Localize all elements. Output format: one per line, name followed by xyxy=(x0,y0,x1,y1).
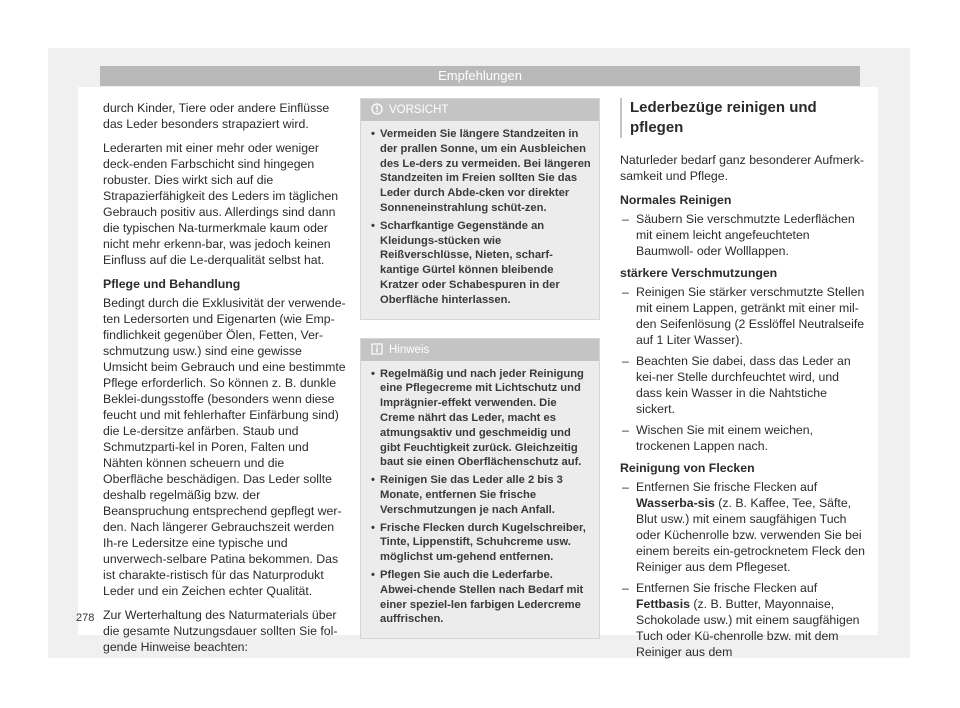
list-item: – Säubern Sie verschmutzte Lederflächen mit einem leicht angefeuchteten Baumwoll- oder Wolllappen. xyxy=(622,212,855,258)
section-title: Lederbezüge reinigen und pflegen xyxy=(620,98,865,138)
dash-marker: – xyxy=(622,354,629,368)
text-column-right xyxy=(620,98,865,665)
subheading: Pflege und Behandlung xyxy=(103,277,241,291)
caution-box xyxy=(360,98,600,320)
hint-bullet: • Regelmäßig und nach jeder Reinigung eine Pflegecreme mit Lichtschutz und Imprägnier-effekt verwenden. Die Creme nährt das Leder, macht es atmungsaktiv und geschmeidig und gibt Feuchtigkeit zurück. Gleichzeitig baut sie einen Oberflächenschutz auf. xyxy=(371,367,591,471)
list-item: – Reinigen Sie stärker verschmutzte Stellen mit einem Lappen, getränkt mit einer mil-den Seifenlösung (2 Esslöffel Neutralseife auf 1 Liter Wasser). xyxy=(622,285,865,347)
dash-marker: – xyxy=(622,285,629,299)
list-item: – Wischen Sie mit einem weichen, trockenen Lappen nach. xyxy=(622,423,814,453)
subheading: stärkere Verschmutzungen xyxy=(620,266,778,280)
dash-marker: – xyxy=(622,423,629,437)
page-header: Empfehlungen xyxy=(100,66,860,86)
text-column-left xyxy=(103,100,346,663)
dash-marker: – xyxy=(622,212,629,226)
paragraph: Bedingt durch die Exklusivität der verwende-ten Ledersorten und Eigenarten (wie Emp-findlichkeit gegenüber Ölen, Fetten, Ver-schmutzung usw.) sind eine gewisse Umsicht beim Gebrauch und eine bestimmte Pflege erforderlich. So können z. B. dunkle Beklei-dungsstoffe (besonders wenn diese feucht und mit fehlerhafter Einfärbung sind) die Le-dersitze anfärben. Staub und Schmutzparti-kel in Poren, Falten und Nähten können scheuern und die Oberfläche beschädigen. Das Leder sollte deshalb regelmäßig bzw. der Beanspruchung entsprechend gepflegt wer-den. Nach längerer Gebrauchszeit werden Ih-re Ledersitze eine typische und unverwech-selbare Patina bekommen. Das ist charakte-ristisch für das Naturprodukt Leder und ein Zeichen echter Qualität. xyxy=(103,296,346,598)
hint-header xyxy=(361,339,599,361)
list-item: – Entfernen Sie frische Flecken auf Wasserba-sis (z. B. Kaffee, Tee, Säfte, Blut usw.) mit einem saugfähigen Tuch oder Küchenrolle bzw. verwenden Sie bei einem bereits ein-getrocknetem Fleck den Reiniger aus dem Pflegeset. xyxy=(622,480,865,574)
paragraph: durch Kinder, Tiere oder andere Einflüsse das Leder besonders strapaziert wird. xyxy=(103,101,330,131)
caution-body xyxy=(361,121,599,319)
text-column-middle xyxy=(360,98,600,639)
paragraph: Lederarten mit einer mehr oder weniger deck-enden Farbschicht sind hingegen robuster. Dies wirkt sich auf die Strapazierfähigkeit des Leders im täglichen Gebrauch positiv aus. Allerdings sind dann die typischen Na-turmerkmale kaum oder nicht mehr erkenn-bar, was jedoch keinen Einfluss auf die Le-derqualität selbst hat. xyxy=(103,141,339,267)
page-number: 278 xyxy=(76,612,95,624)
hint-box xyxy=(360,338,600,640)
hint-title: Hinweis xyxy=(389,343,430,356)
caution-icon xyxy=(371,103,383,117)
subheading: Normales Reinigen xyxy=(620,193,732,207)
hint-bullet: • Reinigen Sie das Leder alle 2 bis 3 Monate, entfernen Sie frische Verschmutzungen je nach Anfall. xyxy=(371,473,591,517)
subheading: Reinigung von Flecken xyxy=(620,461,755,475)
hint-bullet: • Frische Flecken durch Kugelschreiber, Tinte, Lippenstift, Schuhcreme usw. möglichst um-gehend entfernen. xyxy=(371,521,591,565)
hint-bullet: • Pflegen Sie auch die Lederfarbe. Abwei-chende Stellen nach Bedarf mit einer speziel-len farbigen Ledercreme auffrischen. xyxy=(371,568,591,627)
info-icon xyxy=(371,343,383,357)
hint-body xyxy=(361,361,599,639)
list-item: – Beachten Sie dabei, dass das Leder an kei-ner Stelle durchfeuchtet wird, und dass kein Wasser in die Nahtstiche sickert. xyxy=(622,354,851,416)
dash-marker: – xyxy=(622,581,629,595)
paragraph: Zur Werterhaltung des Naturmaterials über die gesamte Nutzungsdauer sollten Sie fol-gende Hinweise beachten: xyxy=(103,608,338,654)
paragraph: Naturleder bedarf ganz besonderer Aufmerk-samkeit und Pflege. xyxy=(620,153,865,183)
caution-header xyxy=(361,99,599,121)
list-item: – Entfernen Sie frische Flecken auf Fettbasis (z. B. Butter, Mayonnaise, Schokolade usw.) mit einem saugfähigen Tuch oder Kü-chenrolle bzw. mit dem Reiniger aus dem xyxy=(622,581,860,659)
caution-bullet: • Scharfkantige Gegenstände an Kleidungs-stücken wie Reißverschlüsse, Nieten, scharf-kantige Gürtel können bleibende Kratzer oder Schabespuren in der Oberfläche hinterlassen. xyxy=(371,219,591,308)
caution-title: VORSICHT xyxy=(389,104,449,116)
caution-bullet: • Vermeiden Sie längere Standzeiten in der prallen Sonne, um ein Ausbleichen des Le-ders zu vermeiden. Bei längeren Standzeiten im Freien sollten Sie das Leder durch Abde-cken vor direkter Sonneneinstrahlung schüt-zen. xyxy=(371,127,591,216)
dash-marker: – xyxy=(622,480,629,494)
